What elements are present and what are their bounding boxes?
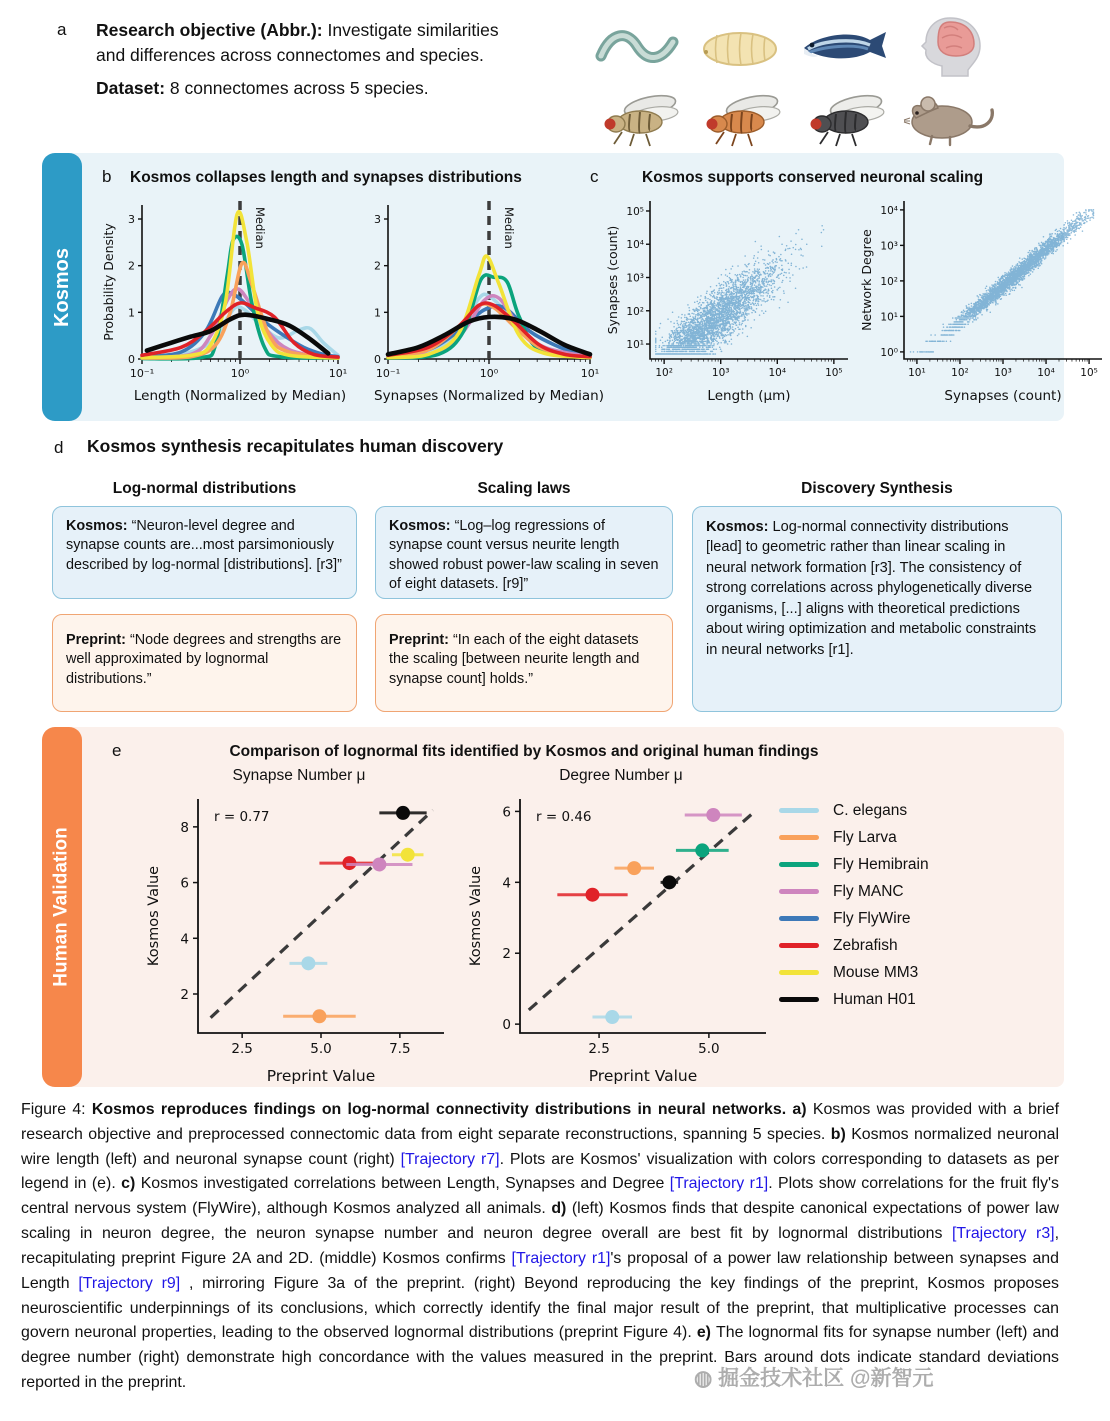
caption-bold-text: c) xyxy=(121,1175,141,1193)
fit-synapse-chart xyxy=(144,789,456,1094)
svg-text:1: 1 xyxy=(374,306,381,320)
caption-text: 's proposal of a power law relationship between synapses and Length xyxy=(21,1249,1059,1292)
caption-text: . Plots show correlations for the fruit fly's central nervous system (FlyWire), although Kosmos analyzed all animals. xyxy=(21,1175,1060,1218)
legend-item xyxy=(779,932,929,959)
col3-kosmos-box xyxy=(692,506,1062,712)
svg-text:2: 2 xyxy=(180,987,189,1003)
legend-item xyxy=(779,851,929,878)
svg-text:10¹: 10¹ xyxy=(328,367,348,380)
fit-degree-chart xyxy=(466,789,778,1094)
col1-header: Log-normal distributions xyxy=(112,480,297,497)
dataset-label: Dataset: xyxy=(96,77,166,98)
panel-c-letter: c xyxy=(590,167,599,186)
svg-text:Probability Density: Probability Density xyxy=(101,223,116,341)
caption-bold-text: e) xyxy=(696,1324,717,1342)
human-validation-content xyxy=(54,727,1064,1087)
legend-label: Mouse MM3 xyxy=(833,963,919,981)
svg-text:10⁰: 10⁰ xyxy=(880,346,898,359)
col2-preprint-text: “In each of the eight datasets the scaling [between neurite length and synapse count] holds.” xyxy=(389,632,640,687)
panel-a-text xyxy=(96,18,501,101)
legend-swatch xyxy=(779,997,819,1002)
svg-text:10⁴: 10⁴ xyxy=(626,239,644,252)
svg-text:5.0: 5.0 xyxy=(310,1041,332,1057)
kde-synapses-chart xyxy=(354,193,604,410)
panel-a-letter: a xyxy=(57,20,67,39)
svg-text:10⁰: 10⁰ xyxy=(479,367,499,380)
human-validation-sidebar-label: Human Validation xyxy=(51,827,73,987)
watermark: ◍ 掘金技术社区 @新智元 xyxy=(694,1367,934,1390)
panel-d-title: Kosmos synthesis recapitulates human discovery xyxy=(87,436,504,456)
svg-text:10⁻¹: 10⁻¹ xyxy=(375,367,401,380)
caption-text: (left) Kosmos finds that despite canonical expectations of power law scaling in neuron degree, the neuron synapse number and neuron degree overall are best fit by lognormal distributions xyxy=(21,1200,1059,1243)
svg-text:2.5: 2.5 xyxy=(588,1041,610,1057)
col1-preprint-text: “Node degrees and strengths are well approximated by lognormal distributions.” xyxy=(66,632,342,687)
svg-text:10³: 10³ xyxy=(880,240,898,253)
caption-text: . Plots are Kosmos' visualization with colors corresponding to datasets as per legend in (e). xyxy=(21,1150,1059,1193)
svg-text:10⁴: 10⁴ xyxy=(880,204,898,217)
panel-e-subtitle-right: Degree Number μ xyxy=(559,767,683,784)
col1-kosmos-label: Kosmos: xyxy=(66,518,128,534)
panel-e-subtitle-left: Synapse Number μ xyxy=(232,767,366,784)
col3-header: Discovery Synthesis xyxy=(801,480,953,497)
c-elegans-worm-icon xyxy=(593,16,683,78)
svg-text:0: 0 xyxy=(374,353,381,366)
legend-swatch xyxy=(779,916,819,921)
kosmos-section xyxy=(42,153,1098,421)
legend-label: Fly MANC xyxy=(833,882,904,900)
scatter-synapses-degree-chart xyxy=(860,193,1110,410)
svg-text:2: 2 xyxy=(128,259,135,273)
svg-text:10⁵: 10⁵ xyxy=(825,367,843,379)
legend-label: C. elegans xyxy=(833,801,908,819)
legend-item xyxy=(779,797,929,824)
dataset-legend xyxy=(779,797,929,1013)
legend-item xyxy=(779,986,929,1013)
caption-text: , mirroring Figure 3a of the preprint. (right) Beyond reproducing the key findings of the preprint, Kosmos proposes neuroscientific underpinnings of its conclusions, which correctly identify the final major result of the preprint, that multiplicative processes can govern neuronal properties, leading to the observed lognormal distributions (preprint Figure 4). xyxy=(21,1274,1059,1342)
mouse-icon xyxy=(902,84,998,150)
svg-text:Synapses (count): Synapses (count) xyxy=(605,225,620,335)
svg-text:Length (μm): Length (μm) xyxy=(707,388,791,404)
col1-kosmos-text: “Neuron-level degree and synapse counts are...most parsimoniously described by log-normal [distributions]. [r3]” xyxy=(66,518,342,573)
svg-text:10⁵: 10⁵ xyxy=(626,205,644,218)
legend-swatch xyxy=(779,808,819,813)
svg-text:Median: Median xyxy=(502,207,516,249)
svg-text:Median: Median xyxy=(253,207,267,249)
legend-swatch xyxy=(779,862,819,867)
caption-text: Kosmos normalized neuronal wire length (left) and neuronal synapse count (right) xyxy=(21,1125,1059,1168)
svg-text:Preprint Value: Preprint Value xyxy=(588,1067,698,1085)
legend-item xyxy=(779,959,929,986)
svg-text:6: 6 xyxy=(502,804,511,821)
svg-text:3: 3 xyxy=(128,213,135,226)
legend-label: Fly FlyWire xyxy=(833,909,911,927)
research-objective-text: Investigate similarities and differences across connectomes and species. xyxy=(96,20,499,65)
svg-text:Synapses (Normalized by Median: Synapses (Normalized by Median) xyxy=(374,388,604,404)
panel-e-letter: e xyxy=(112,741,122,760)
svg-text:7.5: 7.5 xyxy=(389,1041,411,1057)
col2-preprint-box xyxy=(375,614,673,712)
caption-bold-text: a) xyxy=(792,1101,813,1118)
caption-bold-text: Kosmos reproduces findings on log-normal connectivity distributions in neural networks. xyxy=(91,1101,793,1118)
fruit-fly-tan-icon xyxy=(592,84,684,150)
svg-text:Network Degree: Network Degree xyxy=(859,229,874,331)
svg-text:10²: 10² xyxy=(880,275,898,288)
caption-text: Kosmos investigated correlations between Length, Synapses and Degree xyxy=(140,1175,670,1193)
svg-text:2: 2 xyxy=(374,259,381,273)
kosmos-section-content xyxy=(54,153,1098,421)
figure-caption xyxy=(21,1098,1059,1396)
caption-bold-text: b) xyxy=(830,1125,852,1143)
svg-text:4: 4 xyxy=(502,875,511,892)
trajectory-link[interactable]: [Trajectory r1] xyxy=(511,1249,611,1267)
caption-text: Kosmos was provided with a brief research objective and preprocessed connectomic data from eight separate reconstructions, spanning 5 species. xyxy=(21,1101,1060,1143)
col2-header: Scaling laws xyxy=(477,480,571,497)
svg-text:Preprint Value: Preprint Value xyxy=(266,1067,376,1085)
svg-text:Kosmos Value: Kosmos Value xyxy=(146,865,162,967)
legend-label: Human H01 xyxy=(833,990,916,1008)
fly-larva-icon xyxy=(695,16,785,78)
caption-text: The lognormal fits for synapse number (left) and degree number (right) demonstrate high concordance with the values measured in the preprint. Bars around dots indicate standard deviations reported in the preprint. xyxy=(21,1324,1060,1391)
svg-text:2: 2 xyxy=(502,946,511,963)
legend-label: Fly Hemibrain xyxy=(833,855,929,873)
panel-e-title: Comparison of lognormal fits identified by Kosmos and original human findings xyxy=(229,743,819,760)
zebrafish-icon xyxy=(796,16,892,78)
svg-text:Length (Normalized by Median): Length (Normalized by Median) xyxy=(133,388,347,404)
dataset-text: 8 connectomes across 5 species. xyxy=(165,77,429,98)
caption-bold-text: d) xyxy=(551,1200,572,1218)
svg-text:10³: 10³ xyxy=(626,272,644,285)
scatter-length-synapses-chart xyxy=(606,193,856,410)
trajectory-link[interactable]: [Trajectory r1] xyxy=(669,1175,769,1193)
fruit-fly-dark-icon xyxy=(798,84,890,150)
svg-text:10²: 10² xyxy=(951,367,969,379)
legend-item xyxy=(779,905,929,932)
fruit-fly-orange-icon xyxy=(694,84,786,150)
svg-text:10⁴: 10⁴ xyxy=(1037,367,1055,379)
svg-text:10²: 10² xyxy=(655,367,673,379)
svg-text:10¹: 10¹ xyxy=(880,311,898,324)
col3-kosmos-text: Log-normal connectivity distributions [lead] to geometric rather than linear scaling in neural network formation [r3]. The consistency of strong correlations across phylogenetically diverse organisms, [...] aligns with theoretical predictions about wiring optimization and metabolic constraints in neural networks [r1]. xyxy=(706,519,1037,658)
svg-text:4: 4 xyxy=(180,931,189,948)
legend-label: Zebrafish xyxy=(833,936,898,954)
svg-text:8: 8 xyxy=(180,819,189,836)
svg-text:10³: 10³ xyxy=(994,367,1012,379)
svg-text:10⁻¹: 10⁻¹ xyxy=(129,367,155,380)
legend-swatch xyxy=(779,889,819,894)
col2-preprint-label: Preprint: xyxy=(389,632,449,648)
svg-text:3: 3 xyxy=(374,213,381,226)
col2-kosmos-box xyxy=(375,506,673,599)
caption-text: , recapitulating preprint Figure 2A and 2D. (middle) Kosmos confirms xyxy=(21,1225,1059,1267)
svg-text:10³: 10³ xyxy=(711,367,730,379)
research-objective-label: Research objective (Abbr.): xyxy=(96,20,323,40)
legend-swatch xyxy=(779,943,819,948)
legend-label: Fly Larva xyxy=(833,828,897,846)
species-icons xyxy=(592,14,977,150)
svg-text:0: 0 xyxy=(502,1017,511,1034)
svg-text:Kosmos Value: Kosmos Value xyxy=(468,865,484,967)
panel-d xyxy=(42,428,1064,724)
svg-text:10⁵: 10⁵ xyxy=(1080,367,1098,379)
col3-kosmos-label: Kosmos: xyxy=(706,519,769,535)
caption-text: Figure 4: xyxy=(21,1101,92,1118)
svg-text:10²: 10² xyxy=(626,305,644,318)
legend-item xyxy=(779,824,929,851)
panel-d-letter: d xyxy=(54,438,64,457)
legend-swatch xyxy=(779,970,819,975)
svg-text:0: 0 xyxy=(128,353,135,366)
col1-preprint-box xyxy=(52,614,357,712)
col2-kosmos-text: “Log–log regressions of synapse count versus neurite length showed robust power-law scaling in seven of eight datasets. [r9]” xyxy=(389,518,659,592)
col1-preprint-label: Preprint: xyxy=(66,632,126,648)
human-validation-section xyxy=(42,727,1064,1087)
panel-b-title: Kosmos collapses length and synapses distributions xyxy=(130,169,522,186)
svg-text:r = 0.77: r = 0.77 xyxy=(214,809,270,825)
svg-text:6: 6 xyxy=(180,875,189,892)
svg-text:5.0: 5.0 xyxy=(698,1041,720,1057)
trajectory-link[interactable]: [Trajectory r7] xyxy=(400,1150,500,1168)
svg-text:Synapses (count): Synapses (count) xyxy=(944,388,1062,404)
col1-kosmos-box xyxy=(52,506,357,599)
svg-text:10¹: 10¹ xyxy=(908,367,926,379)
svg-text:10⁴: 10⁴ xyxy=(768,367,787,379)
svg-text:r = 0.46: r = 0.46 xyxy=(536,809,592,825)
kosmos-sidebar-label: Kosmos xyxy=(50,247,73,327)
panel-b-letter: b xyxy=(102,167,112,186)
trajectory-link[interactable]: [Trajectory r9] xyxy=(78,1274,181,1292)
legend-item xyxy=(779,878,929,905)
human-brain-icon xyxy=(912,14,988,80)
legend-swatch xyxy=(779,835,819,840)
svg-text:2.5: 2.5 xyxy=(231,1041,253,1057)
svg-text:1: 1 xyxy=(128,306,135,320)
col2-kosmos-label: Kosmos: xyxy=(389,518,451,534)
svg-text:10¹: 10¹ xyxy=(580,367,600,380)
svg-text:10⁰: 10⁰ xyxy=(230,367,250,380)
svg-text:10¹: 10¹ xyxy=(626,339,644,352)
kde-length-chart xyxy=(102,193,346,410)
trajectory-link[interactable]: [Trajectory r3] xyxy=(952,1225,1055,1243)
panel-c-title: Kosmos supports conserved neuronal scaling xyxy=(642,169,984,186)
